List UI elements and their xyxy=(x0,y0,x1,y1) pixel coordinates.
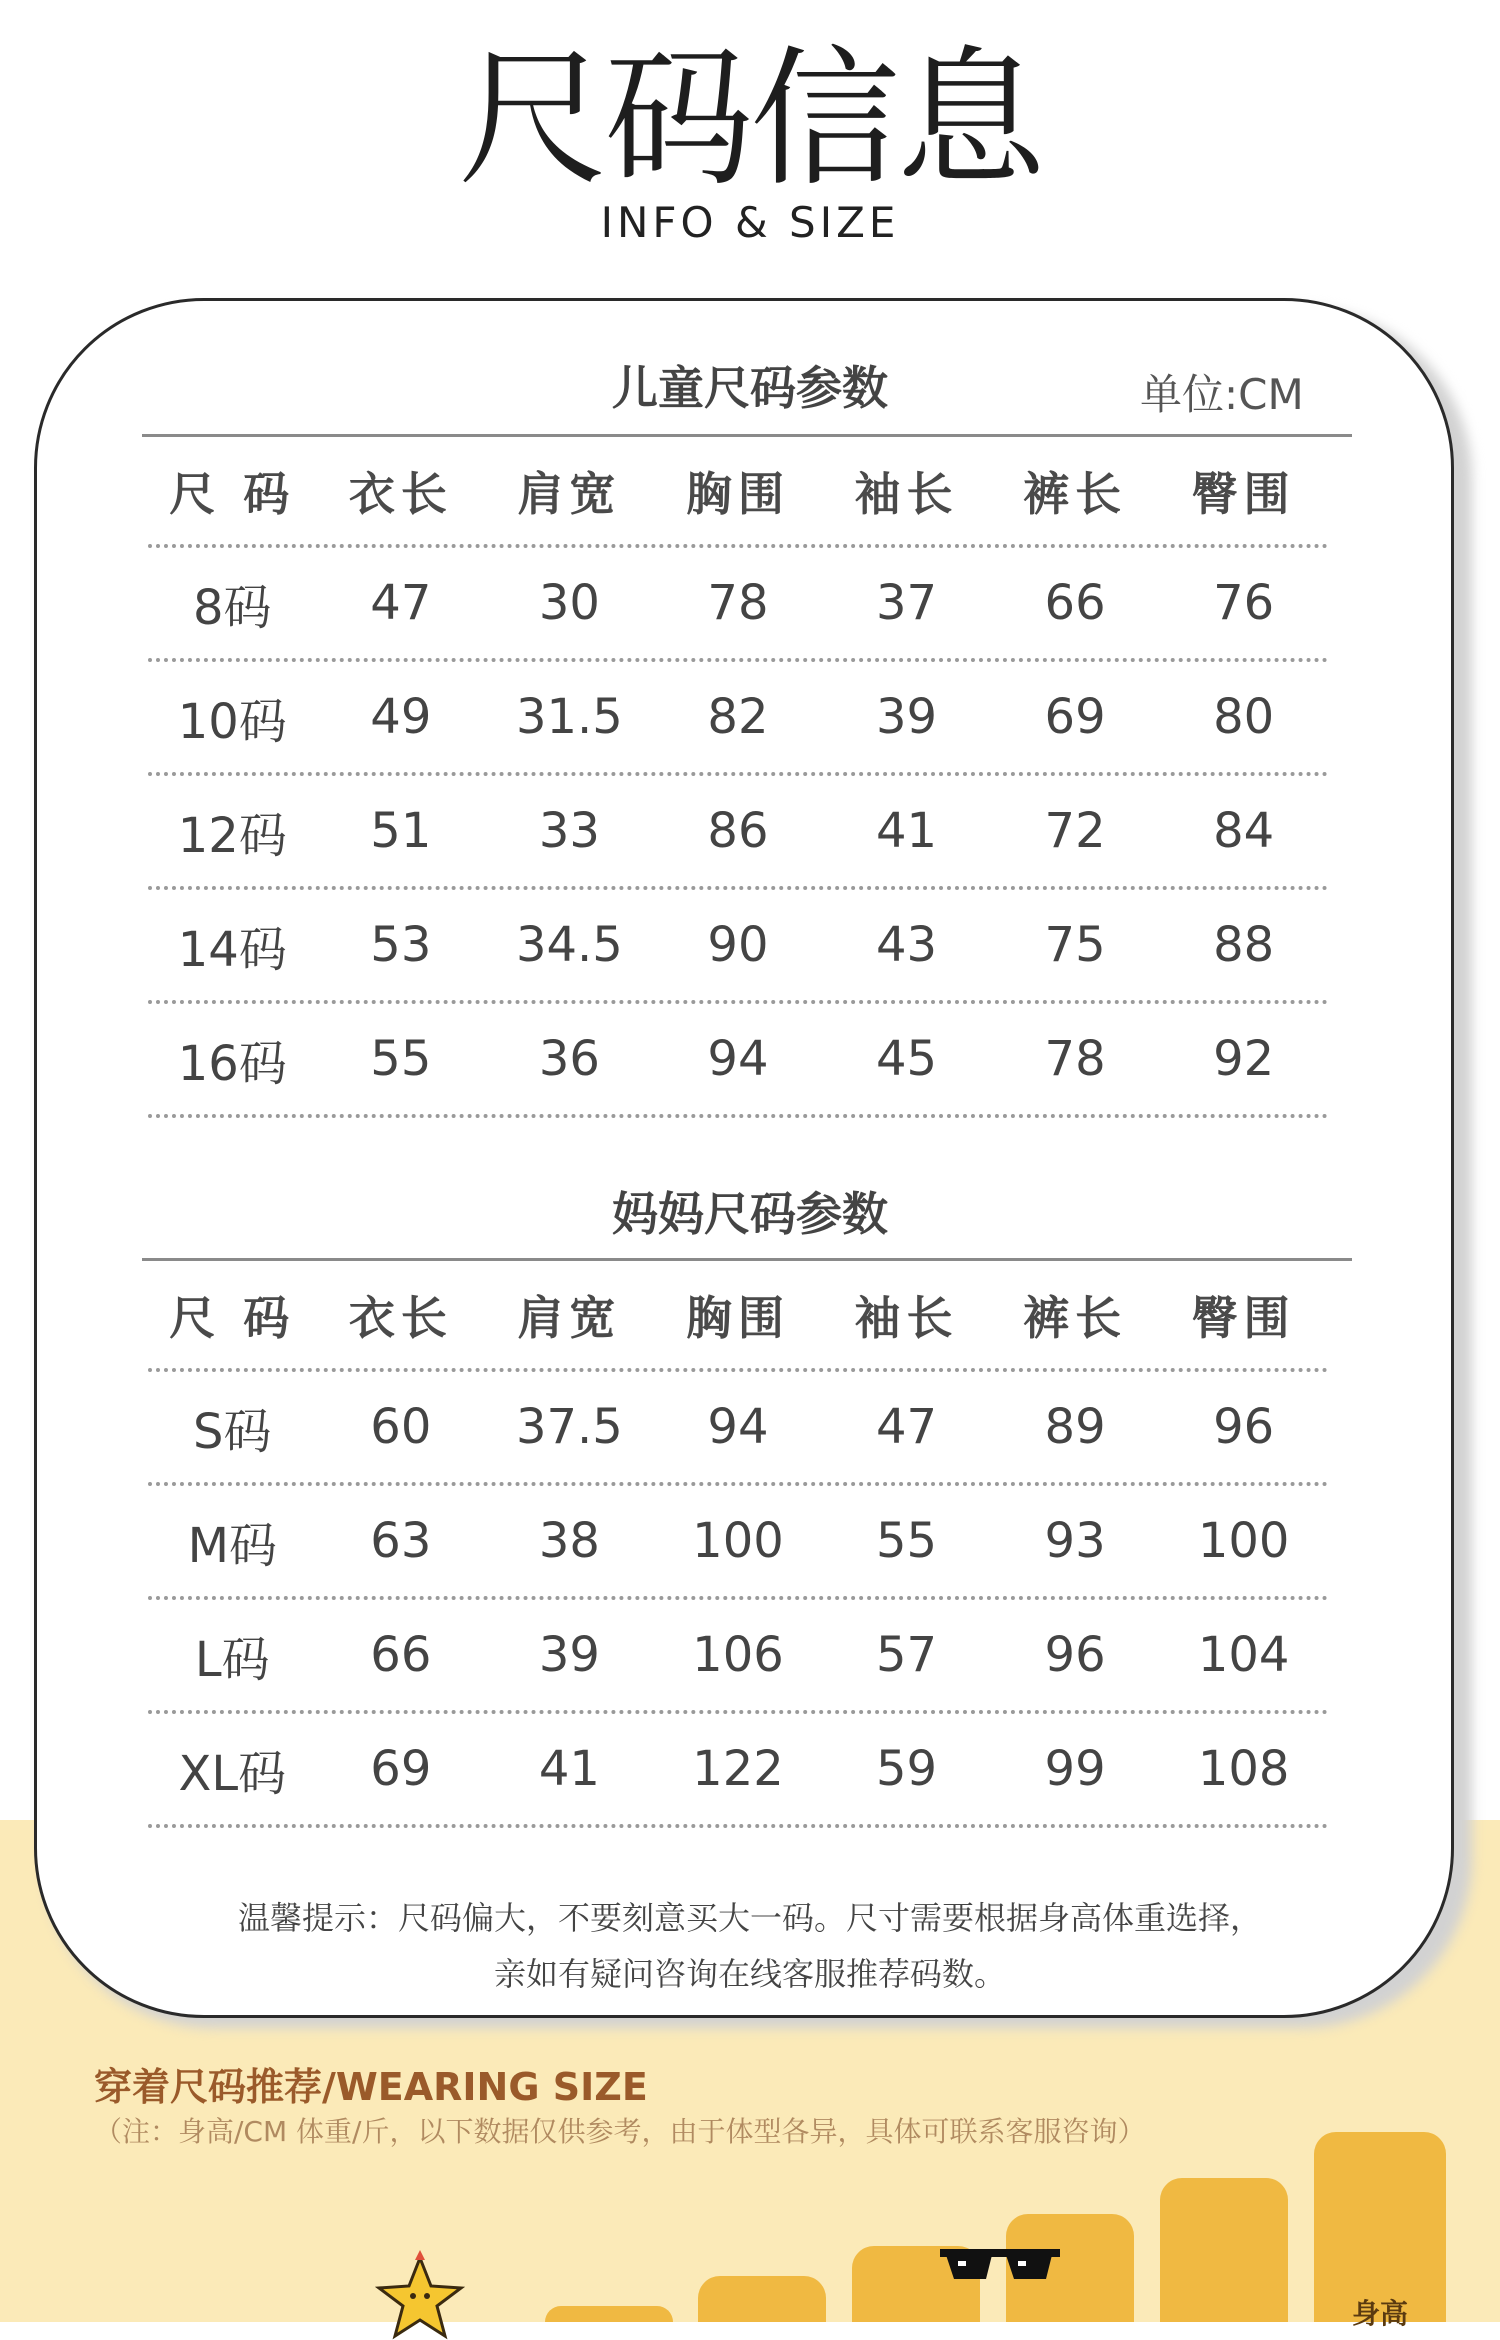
table-cell: 89 xyxy=(1044,1399,1106,1455)
table-row xyxy=(148,662,1328,776)
kids-header-row xyxy=(148,438,1328,548)
size-bar xyxy=(698,2276,826,2322)
page-title: 尺码信息 xyxy=(457,33,1042,207)
table-cell: 122 xyxy=(692,1741,784,1797)
table-cell: 43 xyxy=(875,917,938,973)
table-cell: 49 xyxy=(370,689,432,745)
table-cell: 16码 xyxy=(177,1035,287,1092)
table-cell: XL码 xyxy=(178,1745,287,1802)
table-cell: 96 xyxy=(1044,1627,1106,1683)
table-cell: 37.5 xyxy=(515,1399,623,1455)
size-bar xyxy=(545,2306,673,2322)
table-cell: 94 xyxy=(707,1031,769,1087)
table-row xyxy=(148,776,1328,890)
table-cell: 82 xyxy=(707,689,769,745)
table-row xyxy=(148,1004,1328,1118)
table-cell: 47 xyxy=(875,1399,938,1455)
table-cell: 38 xyxy=(538,1513,600,1569)
table-row xyxy=(148,890,1328,1004)
header-cell: 胸围 xyxy=(685,467,790,521)
header-cell: 肩宽 xyxy=(517,1291,622,1345)
sunglasses-icon xyxy=(940,2245,1060,2295)
table-cell: 41 xyxy=(875,803,938,859)
header-cell: 肩宽 xyxy=(517,467,622,521)
table-cell: 78 xyxy=(1044,1031,1106,1087)
header-cell: 裤长 xyxy=(1023,467,1128,521)
table-cell: 92 xyxy=(1213,1031,1275,1087)
table-cell: 55 xyxy=(370,1031,432,1087)
table-row xyxy=(148,1600,1328,1714)
table-cell: 72 xyxy=(1044,803,1106,859)
table-cell: S码 xyxy=(193,1403,272,1460)
table-cell: 51 xyxy=(370,803,432,859)
size-bar xyxy=(1160,2178,1288,2322)
table-cell: 66 xyxy=(370,1627,432,1683)
table-cell: 106 xyxy=(692,1627,784,1683)
header-cell: 袖长 xyxy=(854,467,959,521)
table-cell: 53 xyxy=(370,917,432,973)
table-row xyxy=(148,548,1328,662)
star-icon xyxy=(375,2250,465,2340)
header-cell: 衣长 xyxy=(348,467,453,521)
table-cell: 75 xyxy=(1044,917,1106,973)
header-cell: 臀围 xyxy=(1191,1291,1296,1345)
kids-title-rule xyxy=(142,434,1352,437)
page-subtitle: INFO & SIZE xyxy=(600,198,900,247)
header-cell: 胸围 xyxy=(685,1291,790,1345)
table-cell: 88 xyxy=(1213,917,1275,973)
table-cell: 93 xyxy=(1044,1513,1106,1569)
table-cell: 69 xyxy=(370,1741,432,1797)
unit-label: 单位:CM xyxy=(1140,370,1304,419)
table-cell: 69 xyxy=(1044,689,1106,745)
table-cell: 90 xyxy=(707,917,769,973)
table-cell: 80 xyxy=(1213,689,1275,745)
table-cell: 34.5 xyxy=(515,917,623,973)
header-cell: 尺 码 xyxy=(169,1291,296,1345)
table-cell: 33 xyxy=(538,803,600,859)
table-row xyxy=(148,1714,1328,1828)
header-cell: 袖长 xyxy=(854,1291,959,1345)
table-cell: 31.5 xyxy=(515,689,623,745)
table-cell: 10码 xyxy=(177,693,287,750)
table-cell: 59 xyxy=(875,1741,938,1797)
table-cell: 14码 xyxy=(177,921,287,978)
table-cell: 76 xyxy=(1213,575,1275,631)
table-cell: 66 xyxy=(1044,575,1106,631)
table-cell: 100 xyxy=(692,1513,784,1569)
table-cell: 104 xyxy=(1197,1627,1290,1683)
table-cell: M码 xyxy=(187,1517,277,1574)
mom-size-table xyxy=(148,1262,1328,1828)
header-cell: 尺 码 xyxy=(169,467,296,521)
wearing-size-note: （注：身高/CM 体重/斤，以下数据仅供参考，由于体型各异，具体可联系客服咨询） xyxy=(94,2115,1146,2148)
table-cell: 37 xyxy=(875,575,938,631)
table-cell: 55 xyxy=(875,1513,938,1569)
table-cell: 99 xyxy=(1044,1741,1106,1797)
table-cell: 96 xyxy=(1213,1399,1275,1455)
table-cell: 45 xyxy=(875,1031,938,1087)
table-cell: 12码 xyxy=(177,807,287,864)
table-cell: 39 xyxy=(538,1627,600,1683)
table-cell: 57 xyxy=(875,1627,938,1683)
table-cell: 108 xyxy=(1197,1741,1290,1797)
mom-table-title: 妈妈尺码参数 xyxy=(612,1187,888,1241)
table-cell: L码 xyxy=(194,1631,270,1688)
header-cell: 裤长 xyxy=(1023,1291,1128,1345)
tip-line-2: 亲如有疑问咨询在线客服推荐码数。 xyxy=(493,1955,1006,1993)
kids-table-title: 儿童尺码参数 xyxy=(612,361,888,415)
table-cell: 8码 xyxy=(193,579,272,636)
table-row xyxy=(148,1486,1328,1600)
header-cell: 衣长 xyxy=(348,1291,453,1345)
header-cell: 臀围 xyxy=(1191,467,1296,521)
table-cell: 30 xyxy=(538,575,600,631)
kids-size-table xyxy=(148,438,1328,1118)
table-cell: 36 xyxy=(538,1031,600,1087)
table-cell: 84 xyxy=(1213,803,1275,859)
mom-header-row xyxy=(148,1262,1328,1372)
mom-title-rule xyxy=(142,1258,1352,1261)
wearing-size-title: 穿着尺码推荐/WEARING SIZE xyxy=(94,2065,648,2109)
table-cell: 78 xyxy=(707,575,769,631)
table-cell: 47 xyxy=(370,575,432,631)
table-cell: 39 xyxy=(875,689,938,745)
table-cell: 63 xyxy=(370,1513,432,1569)
tip-line-1: 温馨提示：尺码偏大，不要刻意买大一码。尺寸需要根据身高体重选择， xyxy=(237,1899,1262,1937)
table-cell: 60 xyxy=(370,1399,432,1455)
table-cell: 41 xyxy=(538,1741,600,1797)
table-row xyxy=(148,1372,1328,1486)
table-cell: 100 xyxy=(1197,1513,1290,1569)
bar-label-height: 身高 xyxy=(1352,2297,1409,2330)
table-cell: 94 xyxy=(707,1399,769,1455)
table-cell: 86 xyxy=(707,803,769,859)
